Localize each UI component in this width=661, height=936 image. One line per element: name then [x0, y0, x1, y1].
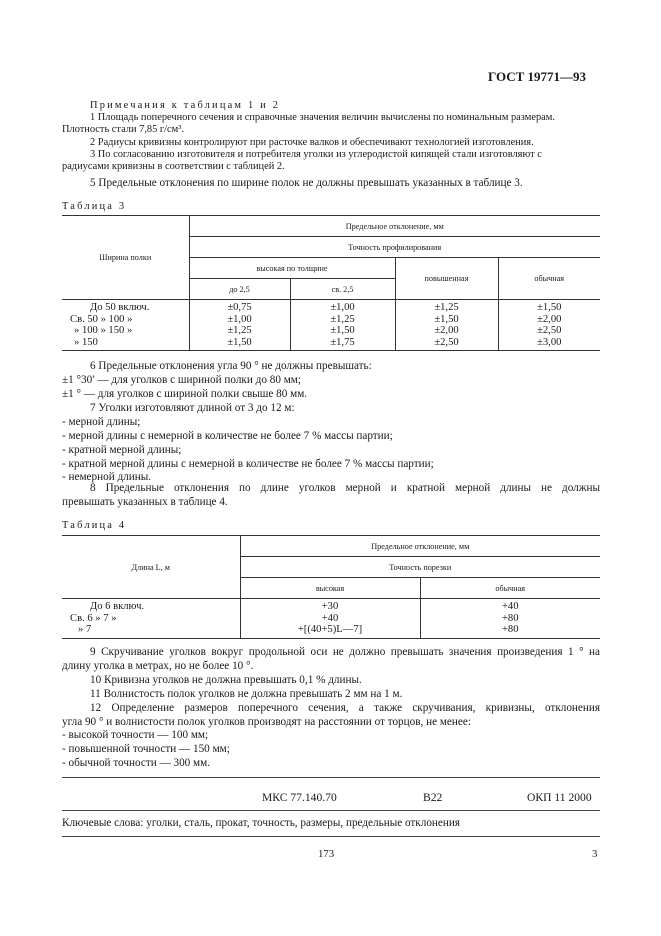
- table-4-cell: +30: [321, 601, 339, 612]
- list-item: - мерной длины;: [62, 416, 141, 428]
- table-3-row-label: » 100 » 150 »: [74, 325, 133, 337]
- table-4-cell: +40: [321, 612, 339, 624]
- table-4: [62, 535, 600, 639]
- table-4-header-length: Длина L, м: [62, 536, 240, 599]
- sheet-number: 3: [592, 848, 598, 860]
- table-3-header-width: Ширина полки: [62, 216, 189, 300]
- table-3-cell: ±1,25: [434, 302, 459, 313]
- table-4-row-label: » 7: [78, 624, 92, 636]
- standard-number: ГОСТ 19771—93: [488, 69, 587, 84]
- clause-6: 6 Предельные отклонения угла 90 ° не должны превышать:: [90, 360, 372, 372]
- table-3-cell: ±1,25: [227, 325, 252, 337]
- footer-divider-bottom: [62, 836, 600, 837]
- table-4-header-accuracy: Точность порезки: [240, 557, 600, 578]
- clause-12-line-2: угла 90 ° и волнистости полок уголков производят на расстоянии от торцов, не менее:: [62, 716, 471, 728]
- list-item: - немерной длины.: [62, 471, 152, 483]
- table-4-row-label: Св. 6 » 7 »: [70, 612, 117, 624]
- note-1-line-1: 1 Площадь поперечного сечения и справочные значения величин вычислены по номинальным размерам.: [90, 112, 555, 123]
- table-3-header-deviation: Предельное отклонение, мм: [189, 216, 600, 237]
- table-4-header-normal: обычная: [420, 578, 600, 599]
- table-4-cell: +[(40+5)L—7]: [297, 624, 363, 636]
- note-2: 2 Радиусы кривизны контролируют при расточке валков и обеспечивают технологией изготовления.: [90, 137, 534, 148]
- mks-code: МКС 77.140.70: [262, 791, 337, 804]
- footer-divider-top: [62, 777, 600, 778]
- list-item: - мерной длины с немерной в количестве не более 7 % массы партии;: [62, 430, 393, 442]
- clause-8-line-1: 8 Предельные отклонения по длине уголков мерной и кратной мерной длины не должны: [90, 482, 600, 494]
- table-4-header-deviation: Предельное отклонение, мм: [240, 536, 600, 557]
- table-3-cell: ±1,50: [537, 302, 562, 313]
- table-3-cell: ±2,00: [434, 325, 459, 337]
- list-item: - кратной мерной длины;: [62, 444, 182, 456]
- group-code: В22: [423, 791, 443, 804]
- clause-8-line-2: превышать указанных в таблице 4.: [62, 496, 228, 508]
- table-3-header-accuracy: Точность профилирования: [189, 237, 600, 258]
- table-3-cell: ±1,00: [227, 313, 252, 325]
- table-3-caption: Таблица 3: [62, 201, 127, 212]
- table-3-header-raised: повышенная: [395, 258, 498, 300]
- clause-9-line-2: длину уголка в метрах, но не более 10 °.: [62, 660, 254, 672]
- footer-divider-mid: [62, 810, 600, 811]
- table-3-header-upto: до 2,5: [189, 279, 290, 300]
- clause-7: 7 Уголки изготовляют длиной от 3 до 12 м:: [90, 402, 295, 414]
- table-3-cell: ±1,75: [330, 336, 355, 348]
- table-3-header-high: высокая по толщине: [189, 258, 395, 279]
- table-3-cell: ±0,75: [227, 302, 252, 313]
- table-3-header-over: св. 2,5: [290, 279, 395, 300]
- keywords: Ключевые слова: уголки, сталь, прокат, точность, размеры, предельные отклонения: [62, 817, 460, 829]
- clause-6-item: ±1 °30′ — для уголков с шириной полки до 80 мм;: [62, 374, 301, 386]
- notes-title: Примечания к таблицам 1 и 2: [90, 100, 281, 111]
- table-4-caption: Таблица 4: [62, 520, 127, 531]
- list-item: - кратной мерной длины с немерной в количестве не более 7 % массы партии;: [62, 458, 434, 470]
- clause-12-line-1: 12 Определение размеров поперечного сечения, а также скручивания, кривизны, отклонения: [90, 702, 600, 714]
- table-3-cell: ±1,50: [227, 336, 252, 348]
- list-item: - высокой точности — 100 мм;: [62, 729, 209, 741]
- okp-code: ОКП 11 2000: [527, 791, 592, 804]
- table-3-cell: ±1,00: [330, 302, 355, 313]
- clause-10: 10 Кривизна уголков не должна превышать 0,1 % длины.: [90, 674, 362, 686]
- note-3-line-2: радиусами кривизны в соответствии с таблицей 2.: [62, 161, 285, 172]
- table-3-cell: ±2,50: [434, 336, 459, 348]
- page-number: 173: [318, 848, 335, 860]
- list-item: - обычной точности — 300 мм.: [62, 757, 211, 769]
- clause-11: 11 Волнистость полок уголков не должна превышать 2 мм на 1 м.: [90, 688, 403, 700]
- table-3-row-label: До 50 включ.: [90, 302, 150, 313]
- table-3: [62, 215, 600, 351]
- clause-5: 5 Предельные отклонения по ширине полок не должны превышать указанных в таблице 3.: [90, 177, 523, 189]
- table-3-cell: ±2,00: [537, 313, 562, 325]
- table-row: [62, 300, 600, 351]
- clause-9-line-1: 9 Скручивание уголков вокруг продольной оси не должно превышать значения произведения 1 ° на: [90, 646, 600, 658]
- list-item: - повышенной точности — 150 мм;: [62, 743, 230, 755]
- table-4-header-high: высокая: [240, 578, 420, 599]
- table-3-row-label: Св. 50 » 100 »: [70, 313, 133, 325]
- table-4-row-label: До 6 включ.: [90, 601, 145, 612]
- table-row: [62, 599, 600, 639]
- table-3-cell: ±1,25: [330, 313, 355, 325]
- table-4-cell: +40: [501, 601, 519, 612]
- table-4-cell: +80: [501, 624, 519, 636]
- table-3-header-normal: обычная: [498, 258, 600, 300]
- note-3-line-1: 3 По согласованию изготовителя и потребителя уголки из углеродистой кипящей стали изготовляют с: [90, 149, 542, 160]
- table-3-cell: ±1,50: [330, 325, 355, 337]
- table-3-cell: ±1,50: [434, 313, 459, 325]
- table-3-cell: ±2,50: [537, 325, 562, 337]
- clause-6-item: ±1 ° — для уголков с шириной полки свыше 80 мм.: [62, 388, 308, 400]
- table-4-cell: +80: [501, 612, 519, 624]
- table-3-cell: ±3,00: [537, 336, 562, 348]
- note-1-line-2: Плотность стали 7,85 г/см³.: [62, 124, 184, 135]
- table-3-row-label: » 150: [74, 336, 98, 348]
